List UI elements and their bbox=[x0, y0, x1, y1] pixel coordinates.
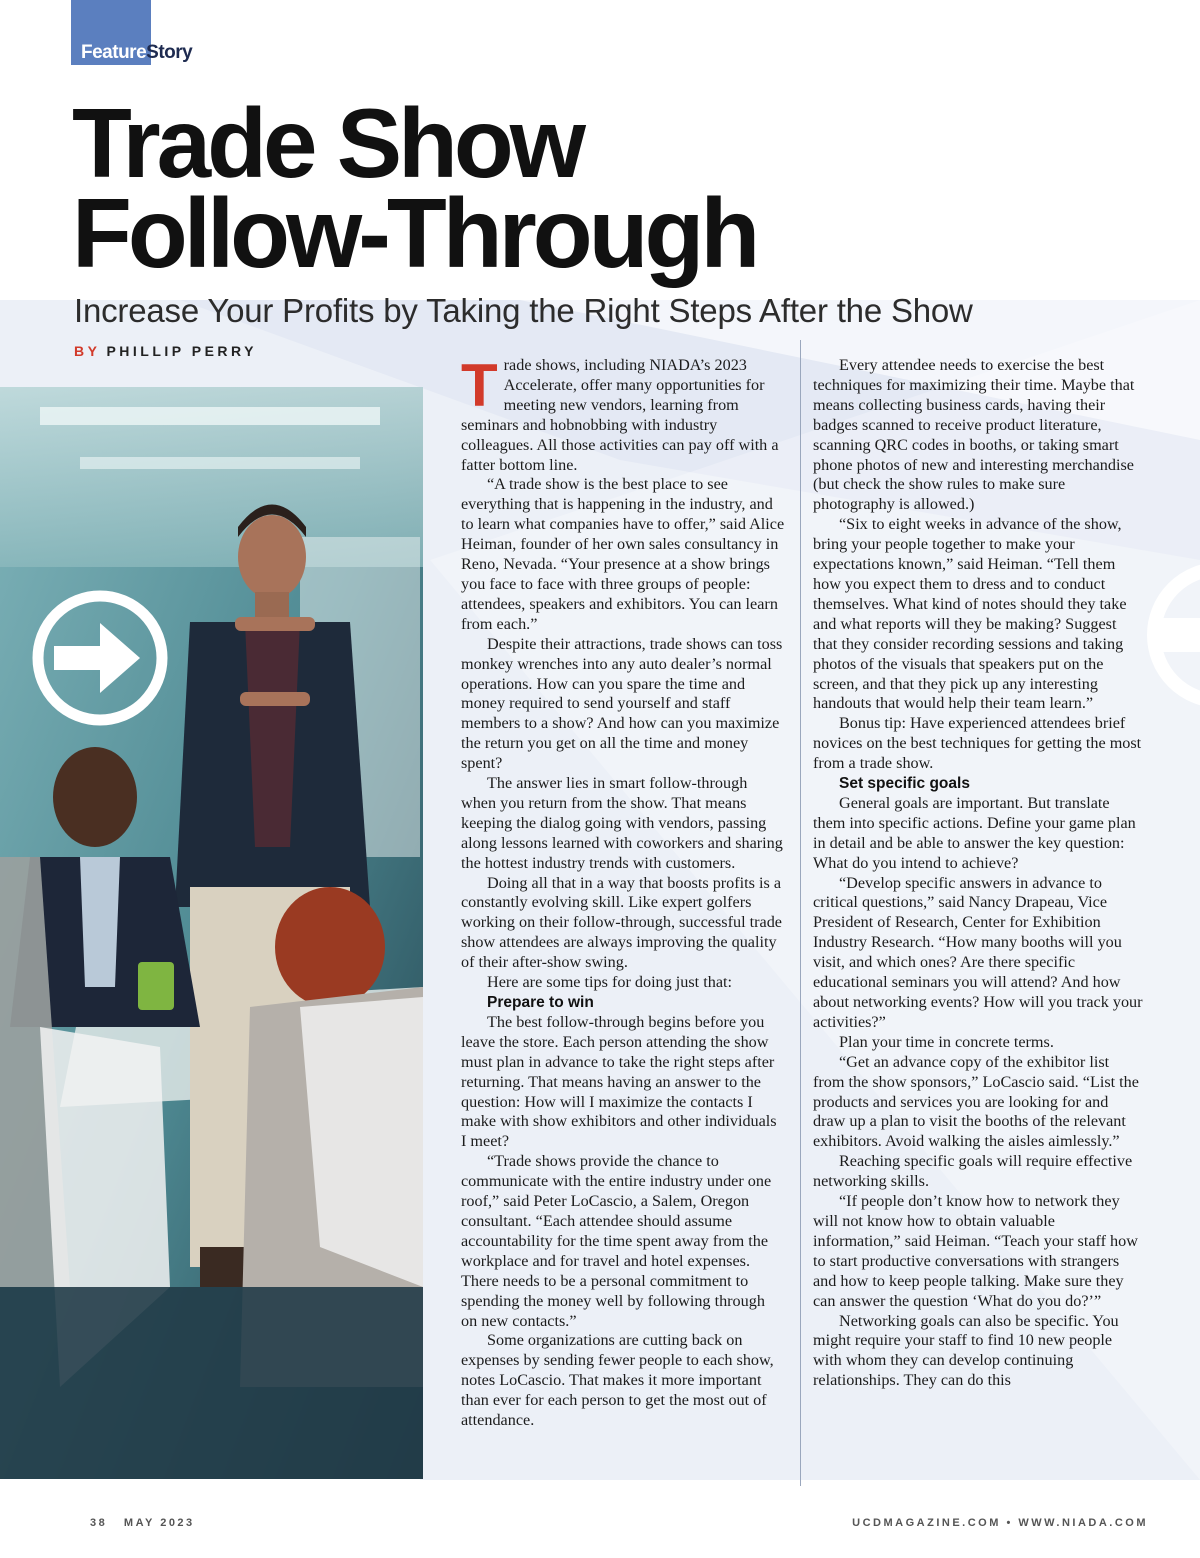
title-line-2: Follow-Through bbox=[72, 178, 757, 288]
paragraph: Here are some tips for doing just that: bbox=[487, 973, 733, 992]
lead-paragraph bbox=[461, 352, 785, 475]
paragraph: “Trade shows provide the chance to communicate with the entire industry under one roof,” said Peter LoCascio, a Salem, Oregon consultant. “Each attendee should assume accountability for the time spent away from the workplace and for travel and hotel expenses. There needs to be a personal commitment to spending the money well by following through on new contacts.” bbox=[461, 1152, 772, 1330]
paragraph: Despite their attractions, trade shows can toss monkey wrenches into any auto dealer’s normal operations. How can you spare the time and money required to send yourself and staff members to a show? And how can you maximize the return you get on all the time and money spent? bbox=[461, 634, 783, 773]
feature-photo-art bbox=[0, 387, 423, 1479]
feature-photo bbox=[0, 387, 423, 1479]
article-title bbox=[72, 88, 1172, 288]
paragraph: Bonus tip: Have experienced attendees brief novices on the best techniques for getting the most from a trade show. bbox=[813, 714, 1142, 773]
paragraph: “Develop specific answers in advance to critical questions,” said Nancy Drapeau, Vice President of Research, Center for Exhibition Industry Research. “How many booths will you visit, and which ones? Are there specific educational seminars you will attend? And how about networking events? How will you track your activities?” bbox=[813, 873, 1143, 1031]
column-divider bbox=[800, 340, 801, 1486]
paragraph: “Get an advance copy of the exhibitor list from the show sponsors,” LoCascio said. “List the products and services you are looking for and draw up a plan to visit the booths of the relevant exhibitors. Avoid walking the aisles aimlessly.” bbox=[813, 1052, 1139, 1151]
byline-prefix: BY bbox=[74, 343, 101, 359]
footer-page-info: 38 MAY 2023 bbox=[90, 1517, 195, 1529]
footer-websites: UCDMAGAZINE.COM • WWW.NIADA.COM bbox=[852, 1517, 1148, 1529]
byline bbox=[74, 343, 257, 359]
paragraph: The answer lies in smart follow-through when you return from the show. That means keeping the dialog going with vendors, passing along lessons learned with coworkers and sharing the hottest industry trends with customers. bbox=[461, 774, 783, 872]
paragraph: Some organizations are cutting back on expenses by sending fewer people to each show, notes LoCascio. That makes it more important than ever for each person to get the most out of attendance. bbox=[461, 1331, 774, 1430]
lead-paragraph-text: rade shows, including NIADA’s 2023 Accelerate, offer many opportunities for meeting new vendors, learning from seminars and hobnobbing with industry colleagues. All those activities can pay off with a fatter bottom line. bbox=[461, 356, 779, 474]
paragraph: Reaching specific goals will require effective networking skills. bbox=[813, 1152, 1133, 1191]
paragraph: “Six to eight weeks in advance of the show, bring your people together to make your expectations known,” said Heiman. “Tell them how you expect them to dress and to conduct themselves. What kind of notes should they take and what reports will they be making? Suggest that they consider recording sessions and taking photos of the visuals that speakers put on the screen, and that they pick up any interesting handouts that would help their team learn.” bbox=[813, 515, 1127, 713]
section-heading: Prepare to win bbox=[487, 994, 594, 1011]
paragraph: Plan your time in concrete terms. bbox=[839, 1032, 1054, 1051]
article-subtitle: Increase Your Profits by Taking the Right Steps After the Show bbox=[74, 292, 973, 329]
paragraph: “If people don’t know how to network they will not know how to obtain valuable information,” said Heiman. “Teach your staff how to start productive conversations with strangers and how to keep people talking. Make sure they can answer the question ‘What do you do?’” bbox=[813, 1192, 1138, 1310]
paragraph: Doing all that in a way that boosts profits is a constantly evolving skill. Like expert golfers working on their follow-through, successful trade show attendees are always improving the quality of their after-show swing. bbox=[461, 873, 782, 972]
drop-cap: T bbox=[461, 352, 498, 419]
paragraph: Every attendee needs to exercise the best techniques for maximizing their time. Maybe that means collecting business cards, having their badges scanned to receive product literature, scanning QRC codes in booths, or taking smart phone photos of new and interesting merchandise (but check the show rules to make sure photography is allowed.) bbox=[813, 356, 1135, 514]
title-line-1: Trade Show bbox=[72, 88, 583, 198]
article-column-2 bbox=[813, 356, 1143, 1391]
section-tag-label bbox=[81, 42, 192, 64]
byline-author: PHILLIP PERRY bbox=[106, 343, 257, 359]
paragraph: “A trade show is the best place to see everything that is happening in the industry, and to learn what companies have to offer,” said Alice Heiman, founder of her own sales consultancy in Reno, Nevada. “Your presence at a show brings you face to face with three groups of people: attendees, speakers and exhibitors. You can learn from each.” bbox=[461, 475, 785, 633]
article-column-1 bbox=[461, 352, 785, 1431]
section-tag-word1: Feature bbox=[81, 42, 147, 63]
section-tag bbox=[71, 0, 271, 65]
paragraph: General goals are important. But translate them into specific actions. Define your game plan in detail and be able to answer the key question: What do you intend to achieve? bbox=[813, 793, 1136, 872]
paragraph: The best follow-through begins before you leave the store. Each person attending the show must plan in advance to take the right steps after returning. That means having an answer to the question: How will I maximize the contacts I make with show exhibitors and other individuals I meet? bbox=[461, 1012, 777, 1151]
section-heading: Set specific goals bbox=[839, 775, 970, 793]
section-tag-word2: Story bbox=[146, 42, 193, 63]
paragraph: Networking goals can also be specific. You might require your staff to find 10 new people with whom they can develop continuing relationships. They can do this bbox=[813, 1311, 1119, 1390]
